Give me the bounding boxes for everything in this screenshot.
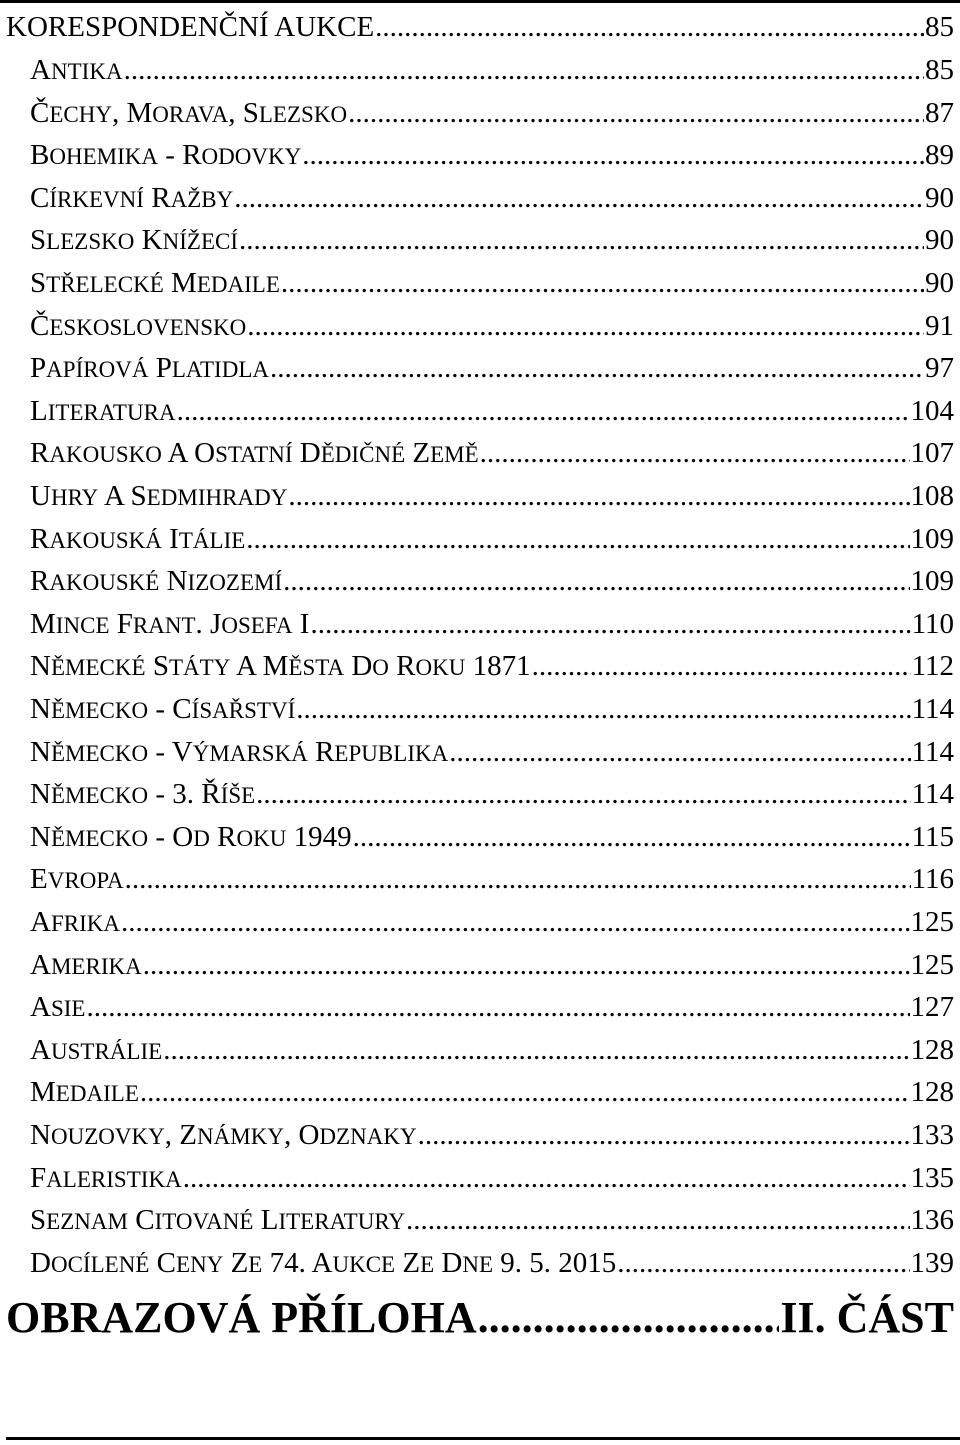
toc-entry-label: LITERATURA <box>30 394 176 427</box>
toc-entry-page: 114 <box>911 693 954 725</box>
toc-leader-dots <box>239 221 924 259</box>
toc-entry[interactable] <box>30 1031 954 1069</box>
toc-entry[interactable] <box>30 775 954 813</box>
toc-entry[interactable] <box>30 1244 954 1282</box>
toc-entry-label: AMERIKA <box>30 948 142 981</box>
toc-entry-page: 110 <box>911 607 954 640</box>
toc-entry[interactable] <box>30 349 954 387</box>
toc-leader-dots <box>163 1031 909 1069</box>
toc-entry[interactable] <box>30 903 954 941</box>
toc-entry-label: NĚMECKO - CÍSAŘSTVÍ <box>30 693 296 725</box>
toc-entry-page: 104 <box>910 394 954 427</box>
toc-leader-dots <box>353 818 911 856</box>
toc-entry[interactable] <box>30 307 954 345</box>
toc-entry-page: 85 <box>925 11 954 43</box>
toc-entry[interactable] <box>30 221 954 259</box>
toc-entry-label: ASIE <box>30 991 86 1024</box>
toc-entry-label: AUSTRÁLIE <box>30 1033 163 1066</box>
toc-entry-label: ČESKOSLOVENSKO <box>30 309 247 342</box>
toc-leader-dots <box>617 1244 909 1282</box>
toc-entry[interactable] <box>30 860 954 898</box>
toc-leader-dots <box>183 1159 910 1197</box>
toc-entry-page: 112 <box>911 650 954 683</box>
toc-leader-dots <box>310 605 910 643</box>
toc-entry-label: STŘELECKÉ MEDAILE <box>30 267 280 299</box>
toc-entry-page: 90 <box>925 181 954 214</box>
toc-entry-label: RAKOUSKÉ NIZOZEMÍ <box>30 565 283 598</box>
toc-entry-label: MEDAILE <box>30 1076 139 1109</box>
toc-entry-label: FALERISTIKA <box>30 1161 182 1194</box>
toc-entry-page: 97 <box>925 352 954 385</box>
toc-entry-label: RAKOUSKÁ ITÁLIE <box>30 522 246 555</box>
toc-entry-page: 115 <box>911 820 954 853</box>
toc-leader-dots <box>140 1073 910 1111</box>
toc-entry-page: 114 <box>911 778 954 811</box>
toc-entry-page: 116 <box>911 863 954 896</box>
toc-entry-label: OBRAZOVÁ PŘÍLOHA <box>6 1293 477 1342</box>
toc-leader-dots <box>247 307 924 345</box>
toc-leader-dots <box>296 690 910 728</box>
toc-leader-dots <box>281 264 924 302</box>
toc-entry-label: KORESPONDENČNÍ AUKCE <box>6 11 375 43</box>
toc-entry[interactable] <box>30 1201 954 1239</box>
toc-entry-page: 91 <box>925 309 954 342</box>
toc-entry[interactable] <box>30 179 954 217</box>
toc-entry[interactable] <box>30 733 954 771</box>
toc-entry-label: BOHEMIKA - RODOVKY <box>30 139 302 172</box>
toc-leader-dots <box>86 988 909 1026</box>
toc-leader-dots <box>302 136 924 174</box>
toc-entry-label: MINCE FRANT. JOSEFA I <box>30 607 310 640</box>
toc-entry[interactable] <box>30 988 954 1026</box>
toc-leader-dots <box>288 477 909 515</box>
toc-leader-dots <box>283 562 909 600</box>
toc-entry[interactable] <box>30 136 954 174</box>
toc-entry-label: EVROPA <box>30 863 124 896</box>
toc-leader-dots <box>406 1201 909 1239</box>
toc-entry[interactable] <box>30 434 954 472</box>
toc-entry-label: UHRY A SEDMIHRADY <box>30 480 288 512</box>
toc-entry-page: 90 <box>925 224 954 257</box>
toc-leader-dots <box>256 775 910 813</box>
toc-entry-page: 128 <box>910 1076 954 1109</box>
top-rule <box>0 0 960 3</box>
toc-entry[interactable] <box>30 818 954 856</box>
toc-entry-page: 136 <box>910 1204 954 1237</box>
toc-entry-page: 108 <box>910 480 954 512</box>
toc-entry[interactable] <box>30 690 954 728</box>
toc-entry-label: PAPÍROVÁ PLATIDLA <box>30 352 270 385</box>
toc-leader-dots <box>234 179 924 217</box>
toc-entry-page: 125 <box>910 906 954 938</box>
toc-entry-page: 128 <box>910 1033 954 1066</box>
toc-entry[interactable] <box>30 605 954 643</box>
toc-entry-page: 85 <box>925 54 954 86</box>
toc-entry[interactable] <box>30 51 954 89</box>
toc-entry-page: 109 <box>910 522 954 555</box>
toc-entry-label: ČECHY, MORAVA, SLEZSKO <box>30 96 348 129</box>
toc-entry[interactable] <box>30 1116 954 1154</box>
toc-leader-dots <box>449 733 910 771</box>
toc-entry-page: 133 <box>910 1119 954 1151</box>
toc-entry-page: 109 <box>910 565 954 598</box>
toc-leader-dots <box>478 1292 780 1344</box>
toc-leader-dots <box>532 647 911 685</box>
toc-entry-page: 127 <box>910 991 954 1024</box>
toc-entry[interactable] <box>30 520 954 558</box>
toc-entry[interactable] <box>30 392 954 430</box>
toc-entry-page: 90 <box>925 267 954 299</box>
toc-entry-page: 125 <box>910 948 954 981</box>
toc-leader-dots <box>270 349 924 387</box>
toc-leader-dots <box>177 392 910 430</box>
toc-entry-label: NĚMECKO - VÝMARSKÁ REPUBLIKA <box>30 735 449 768</box>
toc-leader-dots <box>121 903 909 941</box>
toc-entry-label: SLEZSKO KNÍŽECÍ <box>30 224 239 257</box>
toc-entry-label: CÍRKEVNÍ RAŽBY <box>30 181 234 214</box>
toc-entry-label: NĚMECKO - 3. ŘÍŠE <box>30 778 256 811</box>
toc-entry-label: AFRIKA <box>30 906 121 938</box>
toc-entry-label: NĚMECKO - OD ROKU 1949 <box>30 820 352 853</box>
toc-entry-label: RAKOUSKO A OSTATNÍ DĚDIČNÉ ZEMĚ <box>30 437 479 470</box>
toc-entry[interactable] <box>30 94 954 132</box>
toc-entry[interactable] <box>30 264 954 302</box>
toc-entry-page: 114 <box>911 735 954 768</box>
toc-entry[interactable] <box>30 1073 954 1111</box>
toc-entry-page: 139 <box>910 1246 954 1279</box>
toc-entry[interactable] <box>30 647 954 685</box>
toc-entry-label: NOUZOVKY, ZNÁMKY, ODZNAKY <box>30 1119 417 1151</box>
toc-leader-dots <box>375 8 924 46</box>
toc-entry-label: SEZNAM CITOVANÉ LITERATURY <box>30 1204 406 1237</box>
toc-entry[interactable] <box>30 946 954 984</box>
toc-entry-page: 87 <box>925 96 954 129</box>
toc-entry-page: 135 <box>910 1161 954 1194</box>
toc-leader-dots <box>143 946 910 984</box>
toc-entry-label: DOCÍLENÉ CENY ZE 74. AUKCE ZE DNE 9. 5. 2015 <box>30 1246 617 1279</box>
toc-leader-dots <box>480 434 910 472</box>
toc-entry-main-title[interactable] <box>6 8 954 46</box>
toc-leader-dots <box>418 1116 910 1154</box>
toc-entry-label: NĚMECKÉ STÁTY A MĚSTA DO ROKU 1871 <box>30 650 531 683</box>
toc-entry[interactable] <box>30 1159 954 1197</box>
toc-leader-dots <box>348 94 924 132</box>
toc-entry-appendix[interactable] <box>6 1292 954 1344</box>
toc-entry[interactable] <box>30 562 954 600</box>
toc-entry-label: ANTIKA <box>30 54 123 86</box>
toc-leader-dots <box>124 51 924 89</box>
toc-leader-dots <box>246 520 909 558</box>
toc-entry[interactable] <box>30 477 954 515</box>
toc-entry-page: 89 <box>925 139 954 172</box>
toc-entry-page: II. ČÁST <box>780 1293 954 1342</box>
toc-leader-dots <box>125 860 911 898</box>
bottom-rule <box>6 1437 960 1440</box>
toc-entry-page: 107 <box>910 437 954 470</box>
